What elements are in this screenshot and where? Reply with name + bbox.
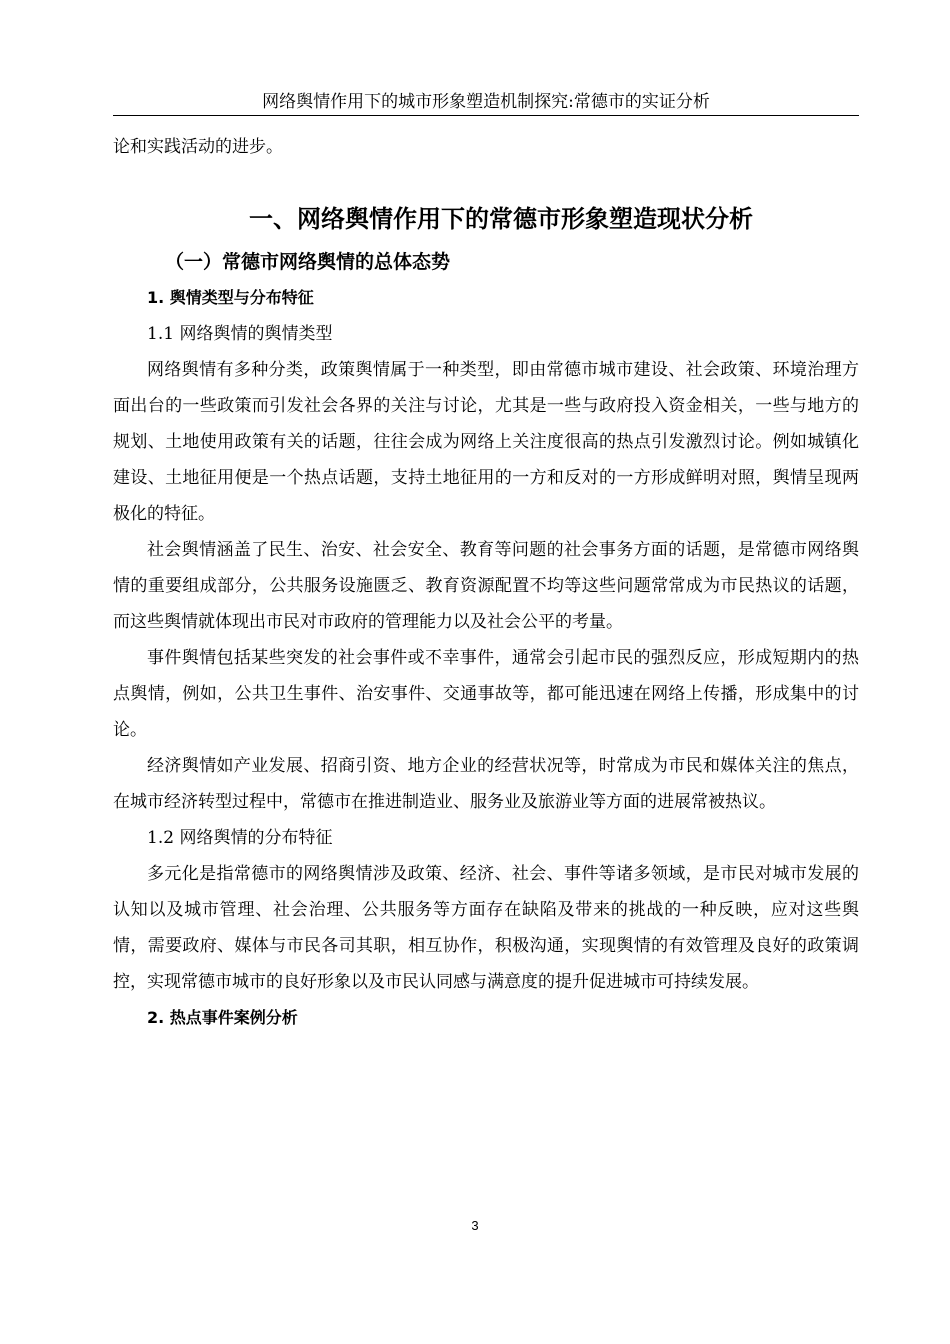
section-heading: （一）常德市网络舆情的总体态势 (165, 251, 451, 273)
paragraph-distribution: 多元化是指常德市的网络舆情涉及政策、经济、社会、事件等诸多领域，是市民对城市发展的认知以及城市管理、社会治理、公共服务等方面存在缺陷及带来的挑战的一种反映，应对这些舆情，需要政府、媒体与市民各司其职，相互协作，积极沟通，实现舆情的有效管理及良好的政策调控，实现常德市城市的良好形象以及市民认同感与满意度的提升促进城市可持续发展。 (113, 864, 859, 992)
lead-paragraph: 论和实践活动的进步。 (113, 137, 283, 157)
running-header: 网络舆情作用下的城市形象塑造机制探究:常德市的实证分析 (113, 91, 859, 116)
paragraph-event: 事件舆情包括某些突发的社会事件或不幸事件，通常会引起市民的强烈反应，形成短期内的热点舆情，例如，公共卫生事件、治安事件、交通事故等，都可能迅速在网络上传播，形成集中的讨论。 (113, 648, 859, 740)
subsubsection-heading-1-1: 1.1 网络舆情的舆情类型 (147, 324, 333, 344)
paragraph-social: 社会舆情涵盖了民生、治安、社会安全、教育等问题的社会事务方面的话题，是常德市网络舆情的重要组成部分，公共服务设施匮乏、教育资源配置不均等这些问题常常成为市民热议的话题，而这些舆情就体现出市民对市政府的管理能力以及社会公平的考量。 (113, 540, 859, 632)
page-number: 3 (471, 1218, 479, 1233)
paragraph-policy: 网络舆情有多种分类，政策舆情属于一种类型，即由常德市城市建设、社会政策、环境治理方面出台的一些政策而引发社会各界的关注与讨论，尤其是一些与政府投入资金相关，一些与地方的规划、土地使用政策有关的话题，往往会成为网络上关注度很高的热点引发激烈讨论。例如城镇化建设、土地征用便是一个热点话题，支持土地征用的一方和反对的一方形成鲜明对照，舆情呈现两极化的特征。 (113, 360, 859, 524)
paragraph-economic: 经济舆情如产业发展、招商引资、地方企业的经营状况等，时常成为市民和媒体关注的焦点，在城市经济转型过程中，常德市在推进制造业、服务业及旅游业等方面的进展常被热议。 (113, 756, 859, 812)
subsection-heading-2: 2. 热点事件案例分析 (147, 1008, 298, 1027)
chapter-heading: 一、网络舆情作用下的常德市形象塑造现状分析 (249, 205, 753, 233)
subsection-heading-1: 1. 舆情类型与分布特征 (147, 288, 314, 307)
subsubsection-heading-1-2: 1.2 网络舆情的分布特征 (147, 828, 333, 848)
document-body (113, 129, 859, 1036)
